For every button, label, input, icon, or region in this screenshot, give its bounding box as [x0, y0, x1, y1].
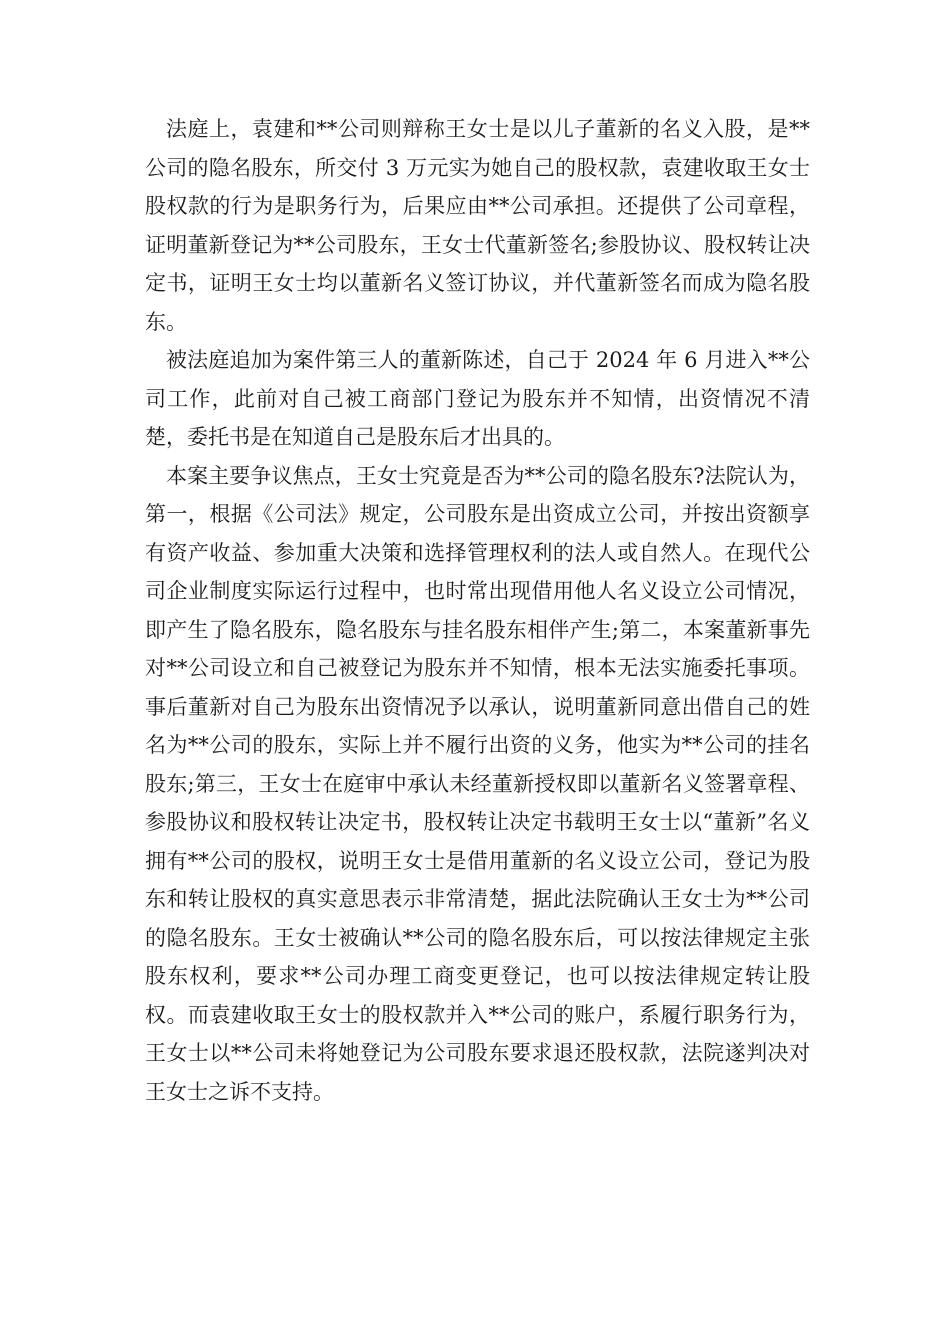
paragraph-third-party-statement: 被法庭追加为案件第三人的董新陈述，自己于 2024 年 6 月进入**公司工作，此前对自己被工商部门登记为股东并不知情，出资情况不清楚，委托书是在知道自己是股东后才出具的。: [145, 348, 810, 449]
paragraph-defense: 法庭上，袁建和**公司则辩称王女士是以儿子董新的名义入股，是**公司的隐名股东，所交付 3 万元实为她自己的股权款，袁建收取王女士股权款的行为是职务行为，后果应由**公司承担。还提供了公司章程，证明董新登记为**公司股东，王女士代董新签名;参股协议、股权转让决定书，证明王女士均以董新名义签订协议，并代董新签名而成为隐名股东。: [145, 117, 810, 334]
document-page: [145, 110, 810, 1111]
paragraph-court-ruling: 本案主要争议焦点，王女士究竟是否为**公司的隐名股东?法院认为，第一，根据《公司法》规定，公司股东是出资成立公司，并按出资额享有资产收益、参加重大决策和选择管理权利的法人或自然人。在现代公司企业制度实际运行过程中，也时常出现借用他人名义设立公司情况，即产生了隐名股东，隐名股东与挂名股东相伴产生;第二，本案董新事先对**公司设立和自己被登记为股东并不知情，根本无法实施委托事项。事后董新对自己为股东出资情况予以承认，说明董新同意出借自己的姓名为**公司的股东，实际上并不履行出资的义务，他实为**公司的挂名股东;第三，王女士在庭审中承认未经董新授权即以董新名义签署章程、参股协议和股权转让决定书，股权转让决定书载明王女士以“董新”名义拥有**公司的股权，说明王女士是借用董新的名义设立公司，登记为股东和转让股权的真实意思表示非常清楚，据此法院确认王女士为**公司的隐名股东。王女士被确认**公司的隐名股东后，可以按法律规定主张股东权利，要求**公司办理工商变更登记，也可以按法律规定转让股权。而袁建收取王女士的股权款并入**公司的账户，系履行职务行为，王女士以**公司未将她登记为公司股东要求退还股权款，法院遂判决对王女士之诉不支持。: [145, 463, 810, 1104]
